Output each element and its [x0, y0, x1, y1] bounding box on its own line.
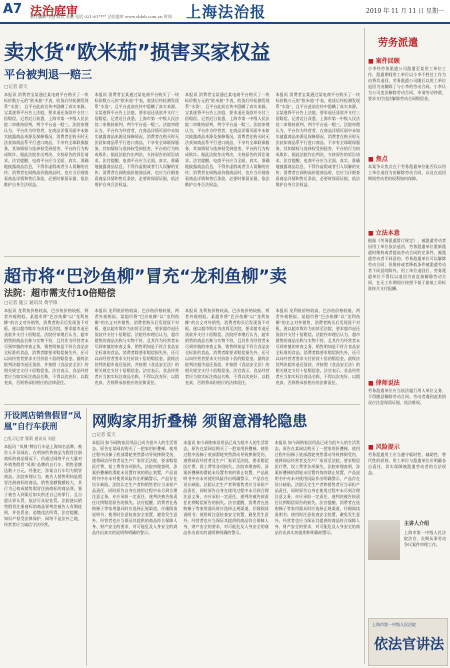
sidebar-divider: [364, 28, 365, 664]
divider: [4, 404, 360, 405]
sidebar-law-title: ■ 立法本意: [368, 230, 400, 237]
divider: [4, 256, 360, 257]
sidebar-risk-title: ■ 风险提示: [368, 444, 400, 451]
issue-date: 2019 年 11 月 11 日 星期一: [366, 8, 444, 15]
article4-body: [92, 440, 360, 666]
article2-body: [4, 308, 360, 400]
article1-headline: 卖水货“欧米茄”损害买家权益: [4, 40, 271, 64]
newspaper-logo: 上海法治报: [186, 3, 267, 21]
article2-subhead: 法院：超市需支付10倍赔偿: [4, 289, 116, 299]
article2-col-4: 本报讯 龙利鱼价格较高，巴沙鱼价格较低，两者外观相似。某超市将“巴沙鱼柳”以“龙利鱼柳”的名义对外销售，消费者购买后发现货不对板，遂以超市欺诈为由诉至法院，要求超市退还货款并支付十倍赔偿。法院经审理后认为，超市销售的商品名称与实物不符，且其作为经营者未尽到审慎的审查义务，销售明知是不符合食品安全标准的食品，消费者除要求赔偿损失外，还可以向经营者要求支付价款十倍的赔偿金。最终法院判决超市退还货款，并按照《食品安全法》的相关规定支付十倍赔偿金。法官表示，食品经营者应当如实标注商品名称，不得以次充好、以假充真，否则将承担相应的法律责任。: [275, 308, 360, 385]
lawyer-text: 上海市第一中级人民法院法官，长期从事劳动争议案件审理工作。: [404, 530, 446, 547]
article3-byline: □见习记者 翟莉 通讯员 刘意: [4, 436, 56, 441]
footer-tag: 上海市第一中级人民法院: [372, 622, 416, 627]
page-number: A7: [3, 2, 23, 17]
article4-byline: □记者 夏天: [92, 433, 116, 438]
sidebar-case-title: ■ 案件回顾: [368, 58, 400, 65]
sidebar-review-title: ■ 焦点: [368, 156, 388, 163]
sidebar-case-text: 小李经劳务派遣公司派遣至某用工单位工作，派遣期间用工单位以小李不胜任工作为由将其退回，劳务派遣公司随后以用工单位退回为由解除了与小李的劳动合同。小李认为公司违法解除劳动合同，申请劳动仲裁，要求支付违法解除劳动合同赔偿金。: [368, 66, 446, 101]
article2-col-3: 本报讯 龙利鱼价格较高，巴沙鱼价格较低，两者外观相似。某超市将“巴沙鱼柳”以“龙利鱼柳”的名义对外销售，消费者购买后发现货不对板，遂以超市欺诈为由诉至法院，要求超市退还货款并支付十倍赔偿。法院经审理后认为，超市销售的商品名称与实物不符，且其作为经营者未尽到审慎的审查义务，销售明知是不符合食品安全标准的食品，消费者除要求赔偿损失外，还可以向经营者要求支付价款十倍的赔偿金。最终法院判决超市退还货款，并按照《食品安全法》的相关规定支付十倍赔偿金。法官表示，食品经营者应当如实标注商品名称，不得以次充好、以假充真，否则将承担相应的法律责任。: [185, 308, 270, 385]
sidebar-advice-title: ■ 律师说法: [368, 380, 400, 387]
section-title: 法治庭审: [30, 4, 79, 18]
sidebar-law-text: 根据《劳务派遣暂行规定》，被派遣劳动者因用工单位依法退回，劳务派遣单位重新派遣时维持或者提高劳动合同约定条件，被派遣劳动者不同意的，劳务派遣单位可以解除劳动合同；但维持或者降低条件被派遣劳动者不同意的除外。用工单位退回后，劳务派遣单位不得仅以退回为由直接解除劳动合同，在无工作期间应按照不低于最低工资标准按月支付报酬。: [368, 238, 446, 291]
article3-headline: 开设网店销售假冒“凤凰”自行车获刑: [4, 411, 82, 431]
article1-byline: □记者 翟天: [4, 85, 28, 90]
article1-col-4: 本报讯 消费者宝某通过某电商平台购买了一块标价数万元的“欧米茄”手表，收货后经检测发现系“水货”，且平台此前宣传中隐瞒了真实来源。宝某遂将平台告上法庭，要求退还货款并支付三倍赔偿。记者近日获悉，上海市第一中级人民法院二审维持原判，判令平台退一赔三。法院审理认为，平台作为经营者，在商品详情页面中未如实披露商品来源及保修情况，消费者在购买时无法获知商品系平行进口商品，不享有全球联保服务，其知情权与选择权受到侵害，平台的行为构成欺诈。据此法院作出判决，支持原告的诉讼请求。法官提醒，电商平台应当全面、真实、准确地披露商品信息，不得作虚假或者引人误解的宣传；消费者在网购高价值商品时，也应当仔细查看商品详情和售后条款，必要时保留证据，依法维护自身合法权益。: [275, 92, 360, 187]
article1-col-3: 本报讯 消费者宝某通过某电商平台购买了一块标价数万元的“欧米茄”手表，收货后经检测发现系“水货”，且平台此前宣传中隐瞒了真实来源。宝某遂将平台告上法庭，要求退还货款并支付三倍赔偿。记者近日获悉，上海市第一中级人民法院二审维持原判，判令平台退一赔三。法院审理认为，平台作为经营者，在商品详情页面中未如实披露商品来源及保修情况，消费者在购买时无法获知商品系平行进口商品，不享有全球联保服务，其知情权与选择权受到侵害，平台的行为构成欺诈。据此法院作出判决，支持原告的诉讼请求。法官提醒，电商平台应当全面、真实、准确地披露商品信息，不得作虚假或者引人误解的宣传；消费者在网购高价值商品时，也应当仔细查看商品详情和售后条款，必要时保留证据，依法维护自身合法权益。: [185, 92, 270, 187]
footer-title: 依法官讲法: [374, 637, 444, 653]
article3-body: 本报讯 “凤凰”牌自行车是上海知名品牌。被告人开设网店，在明知所售商品为假冒注册商标的商品情况下，仍通过网络平台大量对外销售假冒“凤凰”品牌的自行车，销售金额达数十万元。经鉴定，涉案自行车均为假冒商品。法院审理认为，被告人销售明知是假冒注册商标的商品，销售金额数额较大，其行为已构成销售假冒注册商标的商品罪。鉴于被告人到案后如实供述自己的罪行，且自愿认罪认罚，依法可从轻处罚。法院遂以销售假冒注册商标的商品罪判处被告人有期徒刑，并处罚金，追缴违法所得。法官提醒，知识产权受法律保护，网络不是法外之地，经营者应当诚信守法经营。: [4, 444, 82, 527]
article2-headline: 超市将“巴沙鱼柳”冒充“龙利鱼柳”卖: [4, 267, 287, 287]
column-divider: [86, 408, 87, 666]
article1-subhead: 平台被判退一赔三: [4, 68, 92, 81]
sidebar-review-text: 本案争议焦点在于劳务派遣单位能否仅以用工单位退回为由解除劳动合同，以及在退回期间劳动者的权利如何保障。: [368, 164, 446, 181]
article4-col-3: 本报讯 如今网购家居用品已成为很多人的生活常态。原告在某网店购买了一把家用折叠梯，使用过程中因梯子底部滑轮突然滑动导致摔倒受伤，遂将网店经营者及生产厂家诉至法院，要求赔偿医疗费、误工费等各项损失。法院审理查明，涉案折叠梯的滑轮未设置有效的锁止装置，产品说明书中亦未对使用风险作出明确警示，产品存在设计缺陷。法院认定生产者和销售者应当承担产品责任，同时原告自身在使用过程中未尽到合理注意义务，亦应承担一定责任，遂判决被告按责任比例赔偿原告的损失。法官提醒，消费者在选购梯子等家用器具时应选择正规渠道，仔细阅读说明书；使用时注意检查安全装置，避免发生意外。经营者也应当保证其提供的商品符合保障人身、财产安全的要求，对可能危及人身安全的商品作出真实的说明和明确的警示。: [274, 440, 360, 535]
article1-col-2: 本报讯 消费者宝某通过某电商平台购买了一块标价数万元的“欧米茄”手表，收货后经检测发现系“水货”，且平台此前宣传中隐瞒了真实来源。宝某遂将平台告上法庭，要求退还货款并支付三倍赔偿。记者近日获悉，上海市第一中级人民法院二审维持原判，判令平台退一赔三。法院审理认为，平台作为经营者，在商品详情页面中未如实披露商品来源及保修情况，消费者在购买时无法获知商品系平行进口商品，不享有全球联保服务，其知情权与选择权受到侵害，平台的行为构成欺诈。据此法院作出判决，支持原告的诉讼请求。法官提醒，电商平台应当全面、真实、准确地披露商品信息，不得作虚假或者引人误解的宣传；消费者在网购高价值商品时，也应当仔细查看商品详情和售后条款，必要时保留证据，依法维护自身合法权益。: [94, 92, 179, 187]
sidebar-advice-text: 劳务派遣单位应当依法履行用人单位义务，不得随意解除劳动合同。劳动者遇到此类情况应注意保留证据，依法维权。: [368, 388, 446, 405]
lawyer-photo: [368, 520, 400, 560]
article4-col-2: 本报讯 如今网购家居用品已成为很多人的生活常态。原告在某网店购买了一把家用折叠梯，使用过程中因梯子底部滑轮突然滑动导致摔倒受伤，遂将网店经营者及生产厂家诉至法院，要求赔偿医疗费、误工费等各项损失。法院审理查明，涉案折叠梯的滑轮未设置有效的锁止装置，产品说明书中亦未对使用风险作出明确警示，产品存在设计缺陷。法院认定生产者和销售者应当承担产品责任，同时原告自身在使用过程中未尽到合理注意义务，亦应承担一定责任，遂判决被告按责任比例赔偿原告的损失。法官提醒，消费者在选购梯子等家用器具时应选择正规渠道，仔细阅读说明书；使用时注意检查安全装置，避免发生意外。经营者也应当保证其提供的商品符合保障人身、财产安全的要求，对可能危及人身安全的商品作出真实的说明和明确的警示。: [183, 440, 269, 535]
section-subtitle: 责任编辑 李慧 版式 张晓 电话 021-61**** 法治庭审 www.shfzb.com.cn 时间: [30, 14, 172, 19]
article4-headline: 网购家用折叠梯 须留意滑轮隐患: [92, 412, 308, 430]
lawyer-caption: 主讲人介绍: [404, 521, 430, 527]
article2-byline: □记者 施云 通讯员 黄学锋: [4, 301, 58, 306]
article2-col-1: 本报讯 龙利鱼价格较高，巴沙鱼价格较低，两者外观相似。某超市将“巴沙鱼柳”以“龙利鱼柳”的名义对外销售，消费者购买后发现货不对板，遂以超市欺诈为由诉至法院，要求超市退还货款并支付十倍赔偿。法院经审理后认为，超市销售的商品名称与实物不符，且其作为经营者未尽到审慎的审查义务，销售明知是不符合食品安全标准的食品，消费者除要求赔偿损失外，还可以向经营者要求支付价款十倍的赔偿金。最终法院判决超市退还货款，并按照《食品安全法》的相关规定支付十倍赔偿金。法官表示，食品经营者应当如实标注商品名称，不得以次充好、以假充真，否则将承担相应的法律责任。: [4, 308, 89, 385]
article1-body: [4, 92, 360, 252]
article4-col-1: 本报讯 如今网购家居用品已成为很多人的生活常态。原告在某网店购买了一把家用折叠梯，使用过程中因梯子底部滑轮突然滑动导致摔倒受伤，遂将网店经营者及生产厂家诉至法院，要求赔偿医疗费、误工费等各项损失。法院审理查明，涉案折叠梯的滑轮未设置有效的锁止装置，产品说明书中亦未对使用风险作出明确警示，产品存在设计缺陷。法院认定生产者和销售者应当承担产品责任，同时原告自身在使用过程中未尽到合理注意义务，亦应承担一定责任，遂判决被告按责任比例赔偿原告的损失。法官提醒，消费者在选购梯子等家用器具时应选择正规渠道，仔细阅读说明书；使用时注意检查安全装置，避免发生意外。经营者也应当保证其提供的商品符合保障人身、财产安全的要求，对可能危及人身安全的商品作出真实的说明和明确的警示。: [92, 440, 178, 535]
sidebar-heading: 劳务派遣: [378, 38, 418, 49]
sidebar-risk-text: 劳务派遣用工应当遵守临时性、辅助性、替代性的原则，用工单位与派遣单位应明确各自责任，切实保障被派遣劳动者的合法权益。: [368, 452, 446, 475]
article1-col-1: 本报讯 消费者宝某通过某电商平台购买了一块标价数万元的“欧米茄”手表，收货后经检测发现系“水货”，且平台此前宣传中隐瞒了真实来源。宝某遂将平台告上法庭，要求退还货款并支付三倍赔偿。记者近日获悉，上海市第一中级人民法院二审维持原判，判令平台退一赔三。法院审理认为，平台作为经营者，在商品详情页面中未如实披露商品来源及保修情况，消费者在购买时无法获知商品系平行进口商品，不享有全球联保服务，其知情权与选择权受到侵害，平台的行为构成欺诈。据此法院作出判决，支持原告的诉讼请求。法官提醒，电商平台应当全面、真实、准确地披露商品信息，不得作虚假或者引人误解的宣传；消费者在网购高价值商品时，也应当仔细查看商品详情和售后条款，必要时保留证据，依法维护自身合法权益。: [4, 92, 89, 187]
article2-col-2: 本报讯 龙利鱼价格较高，巴沙鱼价格较低，两者外观相似。某超市将“巴沙鱼柳”以“龙利鱼柳”的名义对外销售，消费者购买后发现货不对板，遂以超市欺诈为由诉至法院，要求超市退还货款并支付十倍赔偿。法院经审理后认为，超市销售的商品名称与实物不符，且其作为经营者未尽到审慎的审查义务，销售明知是不符合食品安全标准的食品，消费者除要求赔偿损失外，还可以向经营者要求支付价款十倍的赔偿金。最终法院判决超市退还货款，并按照《食品安全法》的相关规定支付十倍赔偿金。法官表示，食品经营者应当如实标注商品名称，不得以次充好、以假充真，否则将承担相应的法律责任。: [94, 308, 179, 385]
